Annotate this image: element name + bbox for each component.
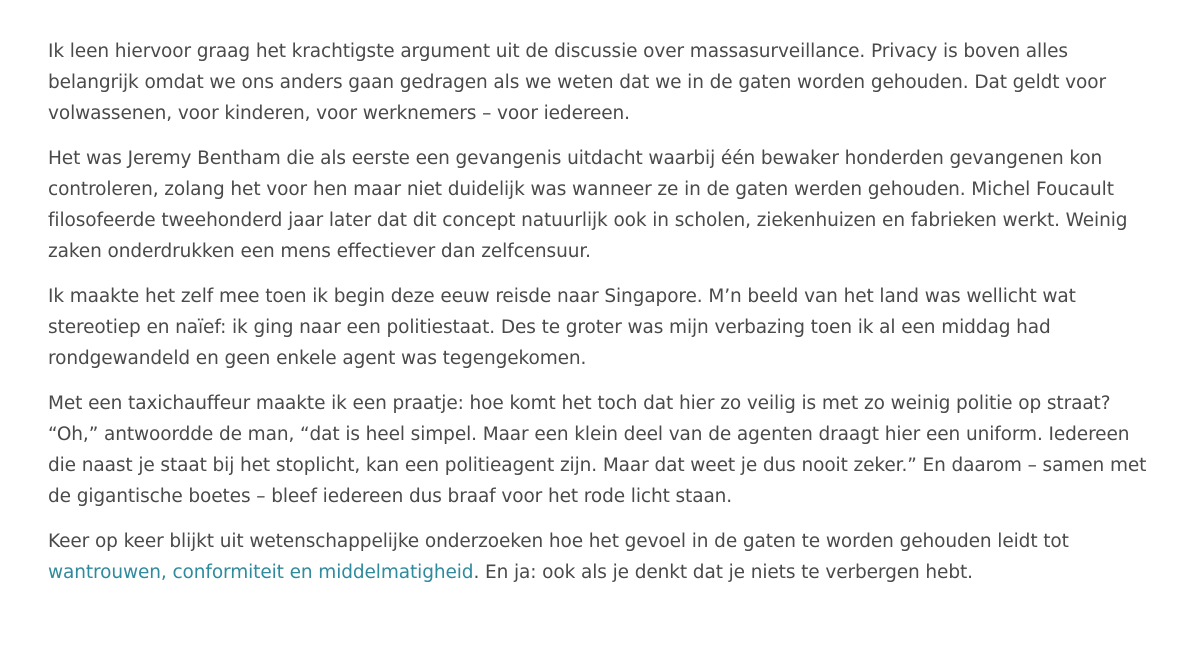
paragraph-taxi-driver: Met een taxichauffeur maakte ik een praatje: hoe komt het toch dat hier zo veilig is met zo weinig politie op straat? “Oh,” antwoordde de man, “dat is heel simpel. Maar een klein deel van de agenten draagt hier een uniform. Iedereen die naast je staat bij het stoplicht, kan een politieagent zijn. Maar dat weet je dus nooit zeker.” En daarom – samen met de gigantische boetes – bleef iedereen dus braaf voor het rode licht staan.: [48, 393, 1147, 507]
paragraph-singapore-trip: Ik maakte het zelf mee toen ik begin deze eeuw reisde naar Singapore. M’n beeld van het land was wellicht wat stereotiep en naïef: ik ging naar een politiestaat. Des te groter was mijn verbazing toen ik al een middag had rondgewandeld en geen enkele agent was tegengekomen.: [48, 286, 1076, 369]
research-link[interactable]: wantrouwen, conformiteit en middelmatigheid: [48, 562, 474, 583]
conclusion-text-end: . En ja: ook als je denkt dat je niets te verbergen hebt.: [473, 562, 973, 583]
conclusion-text-start: Keer op keer blijkt uit wetenschappelijke onderzoeken hoe het gevoel in de gaten te worden gehouden leidt tot: [48, 531, 1069, 552]
paragraph-surveillance-argument: Ik leen hiervoor graag het krachtigste argument uit de discussie over massasurveillance. Privacy is boven alles belangrijk omdat we ons anders gaan gedragen als we weten dat we in de gaten worden gehouden. Dat geldt voor volwassenen, voor kinderen, voor werknemers – voor iedereen.: [48, 41, 1106, 124]
paragraph-bentham-foucault: Het was Jeremy Bentham die als eerste een gevangenis uitdacht waarbij één bewaker honderden gevangenen kon controleren, zolang het voor hen maar niet duidelijk was wanneer ze in de gaten werden gehouden. Michel Foucault filosofeerde tweehonderd jaar later dat dit concept natuurlijk ook in scholen, ziekenhuizen en fabrieken werkt. Weinig zaken onderdrukken een mens effectiever dan zelfcensuur.: [48, 148, 1128, 262]
paragraph-conclusion: [48, 526, 1163, 588]
article-body: [48, 36, 1163, 602]
